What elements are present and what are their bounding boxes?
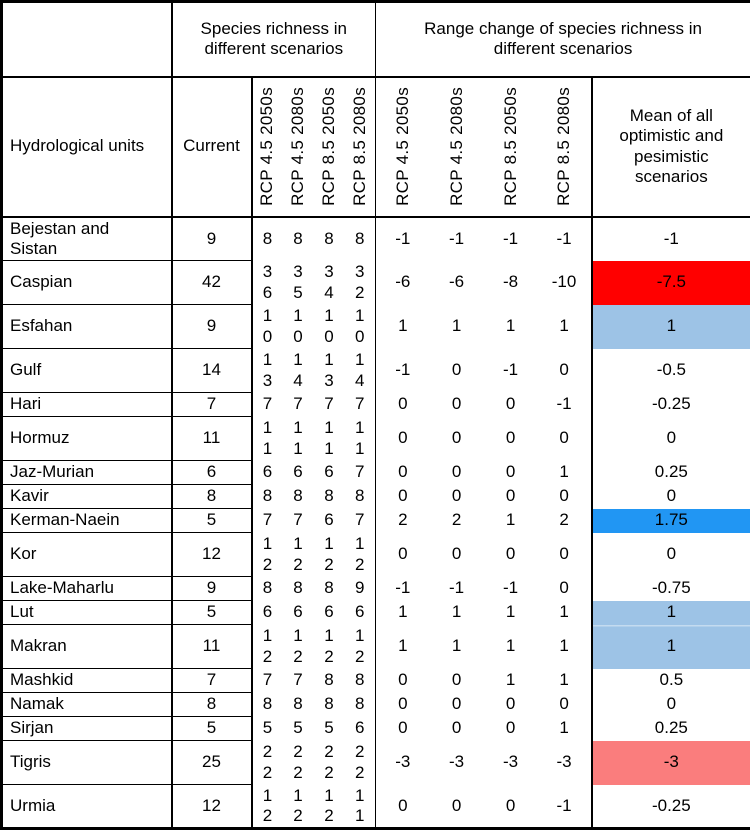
range-change-cell: 0 bbox=[484, 485, 538, 509]
current-richness-cell: 12 bbox=[172, 785, 252, 829]
column-header-change-rcp85-2080s bbox=[538, 77, 592, 217]
unit-cell: Makran bbox=[2, 625, 172, 669]
richness-cell: 12 bbox=[283, 785, 314, 829]
range-change-cell: 0 bbox=[484, 717, 538, 741]
column-header-hydrological-units: Hydrological units bbox=[2, 77, 172, 217]
range-change-cell: 1 bbox=[376, 601, 430, 625]
range-change-cell: 0 bbox=[376, 393, 430, 417]
current-richness-cell: 11 bbox=[172, 417, 252, 461]
mean-cell: 0.5 bbox=[592, 669, 750, 693]
unit-cell: Sirjan bbox=[2, 717, 172, 741]
unit-cell: Bejestan and Sistan bbox=[2, 217, 172, 261]
range-change-cell: 1 bbox=[484, 601, 538, 625]
richness-cell: 10 bbox=[283, 305, 314, 349]
richness-cell: 6 bbox=[345, 717, 376, 741]
richness-cell: 8 bbox=[345, 217, 376, 261]
range-change-cell: 2 bbox=[430, 509, 484, 533]
unit-cell: Hari bbox=[2, 393, 172, 417]
range-change-cell: -3 bbox=[430, 741, 484, 785]
range-change-cell: 0 bbox=[538, 693, 592, 717]
richness-cell: 5 bbox=[283, 717, 314, 741]
richness-cell: 7 bbox=[314, 393, 345, 417]
range-change-cell: -1 bbox=[484, 577, 538, 601]
table-row bbox=[2, 669, 750, 693]
unit-cell: Jaz-Murian bbox=[2, 461, 172, 485]
table-row bbox=[2, 305, 750, 349]
richness-cell: 7 bbox=[283, 669, 314, 693]
current-richness-cell: 8 bbox=[172, 485, 252, 509]
unit-cell: Lake-Maharlu bbox=[2, 577, 172, 601]
mean-cell: -7.5 bbox=[592, 261, 750, 305]
current-richness-cell: 5 bbox=[172, 717, 252, 741]
richness-cell: 12 bbox=[314, 533, 345, 577]
richness-cell: 6 bbox=[252, 461, 283, 485]
table-row bbox=[2, 625, 750, 669]
column-header-richness-rcp45-2050s bbox=[252, 77, 283, 217]
richness-cell: 13 bbox=[314, 349, 345, 393]
unit-cell: Tigris bbox=[2, 741, 172, 785]
range-change-cell: 1 bbox=[376, 625, 430, 669]
richness-cell: 8 bbox=[283, 693, 314, 717]
unit-cell: Hormuz bbox=[2, 417, 172, 461]
range-change-cell: 0 bbox=[376, 461, 430, 485]
richness-cell: 12 bbox=[345, 625, 376, 669]
table-row bbox=[2, 509, 750, 533]
range-change-cell: -1 bbox=[376, 217, 430, 261]
richness-cell: 10 bbox=[314, 305, 345, 349]
richness-cell: 8 bbox=[252, 217, 283, 261]
current-richness-cell: 5 bbox=[172, 601, 252, 625]
table-row bbox=[2, 533, 750, 577]
range-change-cell: -1 bbox=[484, 349, 538, 393]
unit-cell: Namak bbox=[2, 693, 172, 717]
corner-cell bbox=[2, 2, 172, 77]
richness-cell: 34 bbox=[314, 261, 345, 305]
richness-cell: 12 bbox=[252, 785, 283, 829]
mean-cell: 1 bbox=[592, 601, 750, 625]
richness-cell: 12 bbox=[283, 625, 314, 669]
range-change-cell: 0 bbox=[538, 485, 592, 509]
range-change-cell: 0 bbox=[376, 669, 430, 693]
table-row bbox=[2, 785, 750, 829]
richness-cell: 12 bbox=[345, 533, 376, 577]
richness-cell: 8 bbox=[314, 577, 345, 601]
current-richness-cell: 12 bbox=[172, 533, 252, 577]
table-row bbox=[2, 577, 750, 601]
mean-cell: 0 bbox=[592, 485, 750, 509]
range-change-cell: 0 bbox=[538, 577, 592, 601]
current-richness-cell: 6 bbox=[172, 461, 252, 485]
range-change-cell: 1 bbox=[376, 305, 430, 349]
richness-cell: 8 bbox=[345, 485, 376, 509]
unit-cell: Mashkid bbox=[2, 669, 172, 693]
range-change-cell: 2 bbox=[538, 509, 592, 533]
mean-cell: 0.25 bbox=[592, 717, 750, 741]
richness-cell: 6 bbox=[345, 601, 376, 625]
mean-cell: 1 bbox=[592, 625, 750, 669]
richness-cell: 35 bbox=[283, 261, 314, 305]
unit-cell: Lut bbox=[2, 601, 172, 625]
column-header-change-rcp45-2050s bbox=[376, 77, 430, 217]
range-change-cell: -1 bbox=[484, 217, 538, 261]
current-richness-cell: 7 bbox=[172, 669, 252, 693]
unit-cell: Gulf bbox=[2, 349, 172, 393]
current-richness-cell: 5 bbox=[172, 509, 252, 533]
richness-cell: 7 bbox=[252, 669, 283, 693]
richness-cell: 8 bbox=[283, 485, 314, 509]
table-row bbox=[2, 741, 750, 785]
richness-cell: 7 bbox=[283, 393, 314, 417]
range-change-cell: 0 bbox=[430, 693, 484, 717]
range-change-cell: 1 bbox=[484, 305, 538, 349]
range-change-cell: 0 bbox=[430, 533, 484, 577]
current-richness-cell: 9 bbox=[172, 305, 252, 349]
richness-cell: 8 bbox=[314, 669, 345, 693]
richness-cell: 11 bbox=[314, 417, 345, 461]
current-richness-cell: 9 bbox=[172, 217, 252, 261]
range-change-cell: 0 bbox=[430, 417, 484, 461]
table-row bbox=[2, 601, 750, 625]
unit-cell: Kor bbox=[2, 533, 172, 577]
richness-cell: 7 bbox=[345, 509, 376, 533]
range-change-cell: -1 bbox=[376, 577, 430, 601]
range-change-cell: 0 bbox=[538, 349, 592, 393]
rotated-label: RCP 8.5 2050s bbox=[501, 87, 521, 206]
mean-cell: 1 bbox=[592, 305, 750, 349]
range-change-cell: 0 bbox=[430, 717, 484, 741]
mean-cell: -0.25 bbox=[592, 393, 750, 417]
richness-cell: 6 bbox=[314, 461, 345, 485]
range-change-cell: -1 bbox=[538, 785, 592, 829]
range-change-cell: 0 bbox=[484, 461, 538, 485]
range-change-cell: -1 bbox=[538, 393, 592, 417]
table-row bbox=[2, 461, 750, 485]
mean-cell: -0.75 bbox=[592, 577, 750, 601]
current-richness-cell: 8 bbox=[172, 693, 252, 717]
range-change-cell: -1 bbox=[430, 217, 484, 261]
richness-cell: 22 bbox=[345, 741, 376, 785]
table-row bbox=[2, 393, 750, 417]
column-header-current: Current bbox=[172, 77, 252, 217]
unit-cell: Esfahan bbox=[2, 305, 172, 349]
range-change-cell: -3 bbox=[484, 741, 538, 785]
richness-cell: 7 bbox=[252, 509, 283, 533]
richness-cell: 8 bbox=[283, 577, 314, 601]
current-richness-cell: 25 bbox=[172, 741, 252, 785]
column-header-richness-rcp45-2080s bbox=[283, 77, 314, 217]
richness-cell: 11 bbox=[345, 785, 376, 829]
current-richness-cell: 7 bbox=[172, 393, 252, 417]
rotated-label: RCP 8.5 2080s bbox=[554, 87, 574, 206]
richness-cell: 6 bbox=[283, 601, 314, 625]
column-header-mean: Mean of all optimistic and pesimistic scenarios bbox=[592, 77, 750, 217]
range-change-cell: -6 bbox=[430, 261, 484, 305]
richness-cell: 14 bbox=[345, 349, 376, 393]
richness-cell: 5 bbox=[314, 717, 345, 741]
range-change-cell: -10 bbox=[538, 261, 592, 305]
range-change-cell: 0 bbox=[376, 785, 430, 829]
range-change-cell: 1 bbox=[484, 625, 538, 669]
richness-cell: 7 bbox=[252, 393, 283, 417]
richness-cell: 6 bbox=[314, 601, 345, 625]
mean-cell: 0 bbox=[592, 533, 750, 577]
range-change-cell: 0 bbox=[430, 669, 484, 693]
range-change-cell: 1 bbox=[430, 625, 484, 669]
richness-cell: 11 bbox=[283, 417, 314, 461]
range-change-cell: 1 bbox=[538, 717, 592, 741]
range-change-cell: 0 bbox=[376, 693, 430, 717]
mean-cell: 0.25 bbox=[592, 461, 750, 485]
richness-cell: 8 bbox=[314, 485, 345, 509]
column-header-richness-rcp85-2080s bbox=[345, 77, 376, 217]
current-richness-cell: 42 bbox=[172, 261, 252, 305]
range-change-cell: -6 bbox=[376, 261, 430, 305]
range-change-cell: 0 bbox=[376, 417, 430, 461]
range-change-cell: 0 bbox=[376, 717, 430, 741]
range-change-cell: -3 bbox=[376, 741, 430, 785]
table-row bbox=[2, 693, 750, 717]
richness-cell: 8 bbox=[314, 217, 345, 261]
mean-cell: -1 bbox=[592, 217, 750, 261]
range-change-cell: -8 bbox=[484, 261, 538, 305]
richness-cell: 7 bbox=[345, 461, 376, 485]
range-change-cell: 1 bbox=[484, 509, 538, 533]
richness-cell: 14 bbox=[283, 349, 314, 393]
richness-cell: 8 bbox=[252, 485, 283, 509]
range-change-cell: 1 bbox=[538, 305, 592, 349]
group-header-row bbox=[2, 2, 750, 77]
range-change-cell: 1 bbox=[430, 601, 484, 625]
range-change-cell: 1 bbox=[484, 669, 538, 693]
range-change-cell: 0 bbox=[484, 393, 538, 417]
column-header-richness-rcp85-2050s bbox=[314, 77, 345, 217]
richness-cell: 13 bbox=[252, 349, 283, 393]
richness-cell: 7 bbox=[283, 509, 314, 533]
unit-cell: Kerman-Naein bbox=[2, 509, 172, 533]
richness-cell: 8 bbox=[252, 577, 283, 601]
range-change-cell: 0 bbox=[430, 485, 484, 509]
range-change-cell: 0 bbox=[538, 533, 592, 577]
range-change-cell: 0 bbox=[484, 693, 538, 717]
richness-cell: 12 bbox=[314, 785, 345, 829]
range-change-cell: -3 bbox=[538, 741, 592, 785]
rotated-label: RCP 4.5 2050s bbox=[393, 87, 413, 206]
column-header-change-rcp85-2050s bbox=[484, 77, 538, 217]
rotated-label: RCP 4.5 2080s bbox=[447, 87, 467, 206]
table-row bbox=[2, 217, 750, 261]
range-change-cell: -1 bbox=[538, 217, 592, 261]
mean-cell: 0 bbox=[592, 693, 750, 717]
richness-cell: 11 bbox=[252, 417, 283, 461]
richness-cell: 22 bbox=[252, 741, 283, 785]
rotated-label: RCP 8.5 2080s bbox=[350, 87, 370, 206]
rotated-label: RCP 4.5 2050s bbox=[257, 87, 277, 206]
table-row bbox=[2, 485, 750, 509]
range-change-cell: 0 bbox=[430, 393, 484, 417]
range-change-cell: -1 bbox=[430, 577, 484, 601]
current-richness-cell: 9 bbox=[172, 577, 252, 601]
unit-cell: Kavir bbox=[2, 485, 172, 509]
mean-cell: -0.5 bbox=[592, 349, 750, 393]
mean-cell: 0 bbox=[592, 417, 750, 461]
group-header-range-change: Range change of species richness in different scenarios bbox=[376, 2, 750, 77]
table-row bbox=[2, 417, 750, 461]
range-change-cell: 0 bbox=[484, 533, 538, 577]
table-row bbox=[2, 349, 750, 393]
richness-cell: 12 bbox=[252, 533, 283, 577]
current-richness-cell: 11 bbox=[172, 625, 252, 669]
range-change-cell: 0 bbox=[376, 533, 430, 577]
richness-cell: 7 bbox=[345, 393, 376, 417]
range-change-cell: 1 bbox=[538, 601, 592, 625]
range-change-cell: 0 bbox=[484, 417, 538, 461]
table-row bbox=[2, 261, 750, 305]
column-header-row bbox=[2, 77, 750, 217]
group-header-species-richness: Species richness in different scenarios bbox=[172, 2, 376, 77]
unit-cell: Caspian bbox=[2, 261, 172, 305]
mean-cell: 1.75 bbox=[592, 509, 750, 533]
unit-cell: Urmia bbox=[2, 785, 172, 829]
richness-cell: 9 bbox=[345, 577, 376, 601]
mean-cell: -0.25 bbox=[592, 785, 750, 829]
richness-cell: 11 bbox=[345, 417, 376, 461]
current-richness-cell: 14 bbox=[172, 349, 252, 393]
column-header-change-rcp45-2080s bbox=[430, 77, 484, 217]
richness-cell: 6 bbox=[314, 509, 345, 533]
range-change-cell: 0 bbox=[538, 417, 592, 461]
richness-cell: 8 bbox=[283, 217, 314, 261]
range-change-cell: -1 bbox=[376, 349, 430, 393]
range-change-cell: 2 bbox=[376, 509, 430, 533]
richness-cell: 12 bbox=[283, 533, 314, 577]
richness-cell: 6 bbox=[252, 601, 283, 625]
richness-cell: 8 bbox=[345, 693, 376, 717]
rotated-label: RCP 4.5 2080s bbox=[288, 87, 308, 206]
richness-cell: 6 bbox=[283, 461, 314, 485]
range-change-cell: 0 bbox=[430, 461, 484, 485]
richness-cell: 5 bbox=[252, 717, 283, 741]
table-row bbox=[2, 717, 750, 741]
richness-cell: 10 bbox=[345, 305, 376, 349]
richness-cell: 36 bbox=[252, 261, 283, 305]
range-change-cell: 1 bbox=[538, 461, 592, 485]
richness-cell: 22 bbox=[314, 741, 345, 785]
richness-cell: 12 bbox=[252, 625, 283, 669]
range-change-cell: 1 bbox=[430, 305, 484, 349]
richness-cell: 8 bbox=[252, 693, 283, 717]
richness-cell: 32 bbox=[345, 261, 376, 305]
richness-cell: 8 bbox=[314, 693, 345, 717]
rotated-label: RCP 8.5 2050s bbox=[319, 87, 339, 206]
range-change-cell: 1 bbox=[538, 669, 592, 693]
range-change-cell: 0 bbox=[376, 485, 430, 509]
range-change-cell: 0 bbox=[430, 349, 484, 393]
richness-cell: 12 bbox=[314, 625, 345, 669]
richness-cell: 22 bbox=[283, 741, 314, 785]
range-change-cell: 0 bbox=[484, 785, 538, 829]
mean-cell: -3 bbox=[592, 741, 750, 785]
richness-cell: 10 bbox=[252, 305, 283, 349]
range-change-cell: 1 bbox=[538, 625, 592, 669]
richness-cell: 8 bbox=[345, 669, 376, 693]
range-change-cell: 0 bbox=[430, 785, 484, 829]
